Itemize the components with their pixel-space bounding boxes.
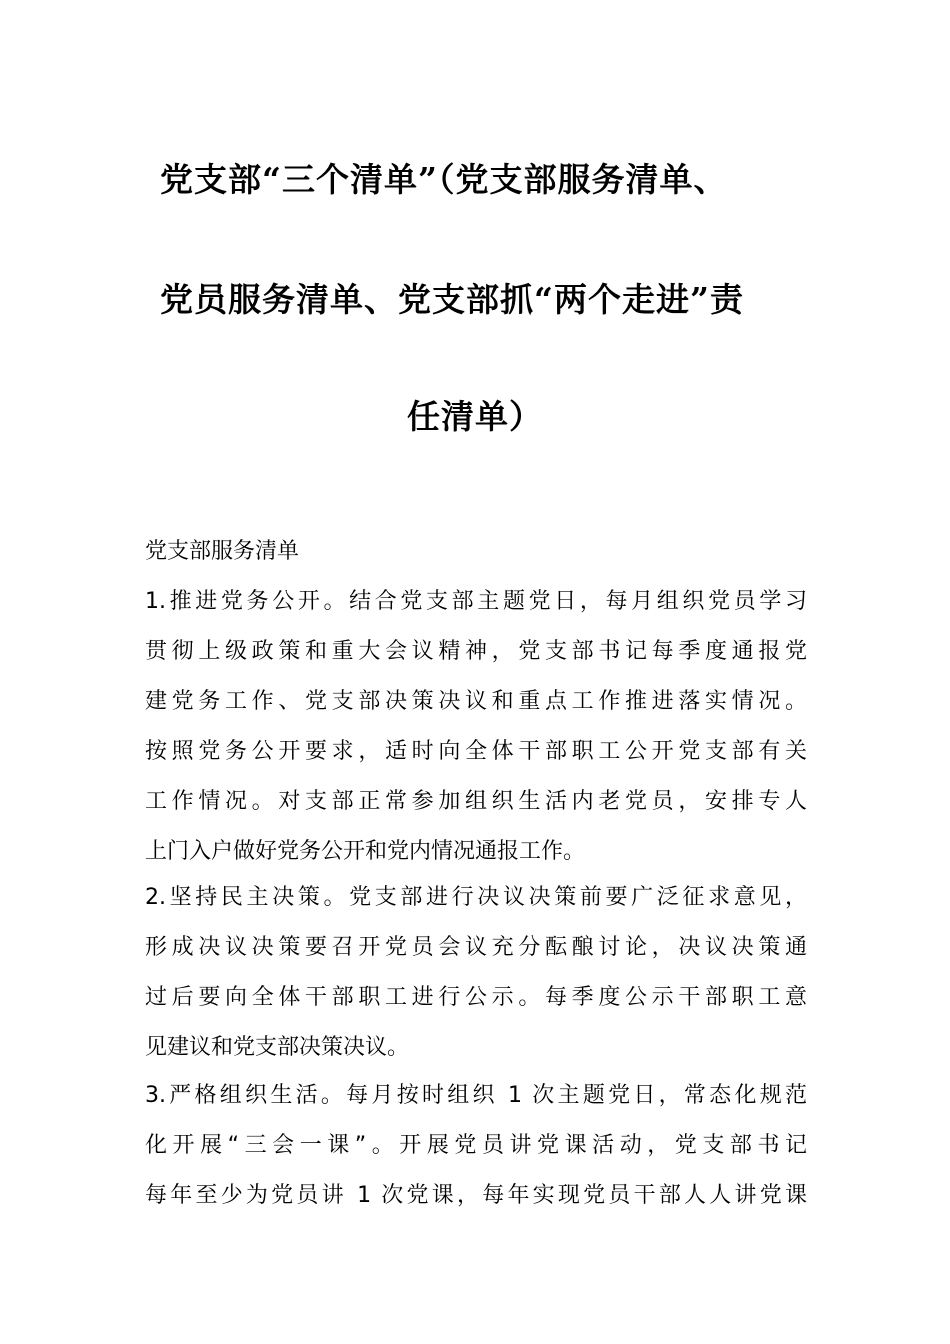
paragraph-line: 1.推进党务公开。结合党支部主题党日，每月组织党员学习 bbox=[145, 589, 807, 614]
paragraph-line: 按照党务公开要求，适时向全体干部职工公开党支部有关 bbox=[145, 739, 807, 764]
paragraph-line: 形成决议决策要召开党员会议充分酝酿讨论，决议决策通 bbox=[145, 935, 807, 960]
paragraph-line: 建党务工作、党支部决策决议和重点工作推进落实情况。 bbox=[145, 689, 807, 714]
paragraph-line: 3.严格组织生活。每月按时组织 1 次主题党日，常态化规范 bbox=[145, 1083, 807, 1108]
paragraph-line: 工作情况。对支部正常参加组织生活内老党员，安排专人 bbox=[145, 789, 807, 814]
paragraph-line: 见建议和党支部决策决议。 bbox=[145, 1035, 410, 1060]
paragraph-1 bbox=[145, 577, 807, 877]
paragraph-line: 上门入户做好党务公开和党内情况通报工作。 bbox=[145, 839, 586, 864]
document-title-line-3: 任清单） bbox=[407, 397, 543, 436]
paragraph-2 bbox=[145, 873, 807, 1073]
paragraph-line: 过后要向全体干部职工进行公示。每季度公示干部职工意 bbox=[145, 985, 807, 1010]
section-heading: 党支部服务清单 bbox=[145, 539, 300, 564]
document-title-line-2: 党员服务清单、党支部抓“两个走进”责 bbox=[160, 280, 744, 319]
document-title-line-1: 党支部“三个清单”（党支部服务清单、 bbox=[160, 160, 728, 199]
paragraph-line: 2.坚持民主决策。党支部进行决议决策前要广泛征求意见， bbox=[145, 885, 807, 910]
paragraph-3 bbox=[145, 1071, 807, 1221]
paragraph-line: 化开展“三会一课”。开展党员讲党课活动，党支部书记 bbox=[145, 1133, 807, 1158]
paragraph-line: 贯彻上级政策和重大会议精神，党支部书记每季度通报党 bbox=[145, 639, 807, 664]
paragraph-line: 每年至少为党员讲 1 次党课，每年实现党员干部人人讲党课 bbox=[145, 1183, 807, 1208]
